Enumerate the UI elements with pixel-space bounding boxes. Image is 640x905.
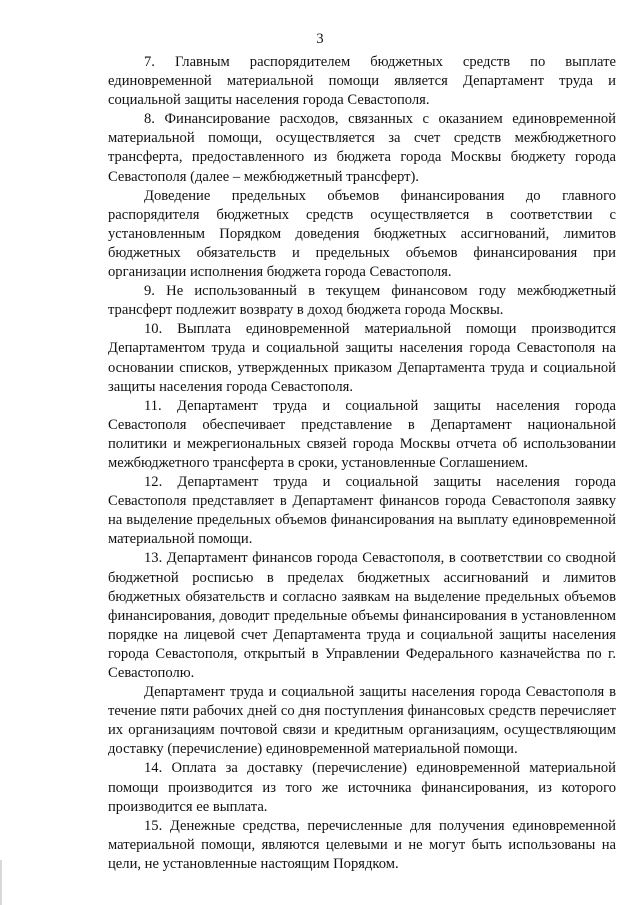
- paragraph-7: 7. Главным распорядителем бюджетных средств по выплате единовременной материальной помощи является Департамент труда и социальной защиты населения города Севастополя.: [108, 54, 616, 109]
- scan-edge-mark: [0, 860, 2, 905]
- paragraph-9: 9. Не использованный в текущем финансовом году межбюджетный трансферт подлежит возврату в доход бюджета города Москвы.: [108, 283, 616, 319]
- paragraph-15: 15. Денежные средства, перечисленные для получения единовременной материальной помощи, являются целевыми и не могут быть использованы на цели, не установленные настоящим Порядком.: [108, 817, 616, 872]
- paragraph-14: 14. Оплата за доставку (перечисление) единовременной материальной помощи производится из того же источника финансирования, из которого производится ее выплата.: [108, 760, 616, 815]
- page-number: 3: [316, 31, 324, 47]
- paragraph-13-continuation: Департамент труда и социальной защиты населения города Севастополя в течение пяти рабочих дней со дня поступления финансовых средств перечисляет их организациям почтовой связи и кредитным организациям, осуществляющим доставку (перечисление) единовременной материальной помощи.: [108, 684, 616, 758]
- paragraph-11: 11. Департамент труда и социальной защиты населения города Севастополя обеспечивает представление в Департамент национальной политики и межрегиональных связей города Москвы отчета об использовании межбюджетного трансферта в сроки, установленные Соглашением.: [108, 397, 616, 471]
- paragraph-12: 12. Департамент труда и социальной защиты населения города Севастополя представляет в Департамент финансов города Севастополя заявку на выделение предельных объемов финансирования на выплату единовременной материальной помощи.: [108, 474, 616, 548]
- paragraph-8-continuation: Доведение предельных объемов финансирования до главного распорядителя бюджетных средств осуществляется в соответствии с установленным Порядком доведения бюджетных ассигнований, лимитов бюджетных обязательств и предельных объемов финансирования при организации исполнения бюджета города Севастополя.: [108, 187, 616, 281]
- paragraph-8: 8. Финансирование расходов, связанных с оказанием единовременной материальной помощи, осуществляется за счет средств межбюджетного трансферта, предоставленного из бюджета города Москвы бюджету города Севастополя (далее – межбюджетный трансферт).: [108, 111, 616, 185]
- paragraph-10: 10. Выплата единовременной материальной помощи производится Департаментом труда и социальной защиты населения города Севастополя на основании списков, утвержденных приказом Департамента труда и социальной защиты населения города Севастополя.: [108, 321, 616, 395]
- paragraph-13: 13. Департамент финансов города Севастополя, в соответствии со сводной бюджетной росписью в пределах бюджетных ассигнований и лимитов бюджетных обязательств и согласно заявкам на выделение предельных объемов финансирования, доводит предельные объемы финансирования в установленном порядке на лицевой счет Департамента труда и социальной защиты населения города Севастополя, открытый в Управлении Федерального казначейства по г. Севастополю.: [108, 550, 616, 681]
- document-body: [108, 53, 616, 874]
